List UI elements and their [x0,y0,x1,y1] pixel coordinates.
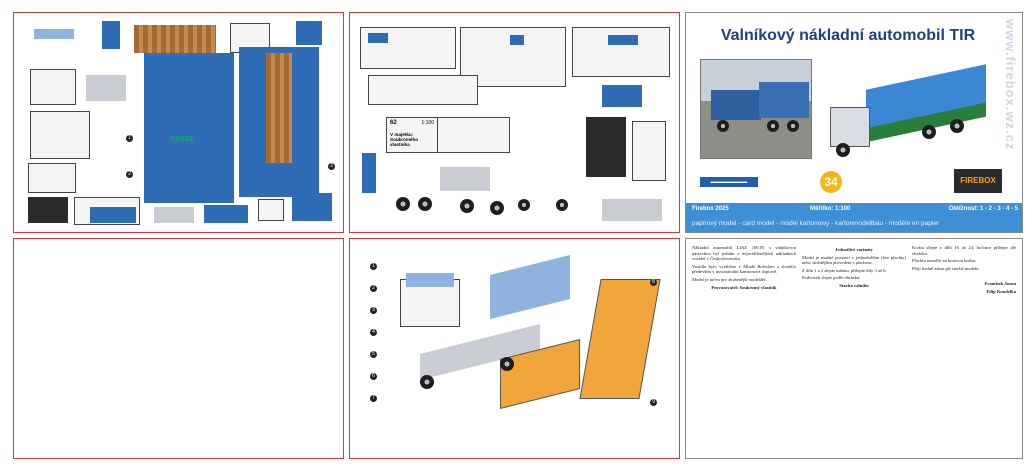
wheel-icon [717,120,729,132]
tarp-cover [144,53,234,203]
card-code: 62 [390,120,397,126]
wheel-icon [396,197,410,211]
diagram-bed [579,279,660,399]
dark-part [586,117,626,177]
cover-url: www.firebox.wz.cz [1003,19,1018,151]
wheel-icon [490,201,504,215]
cover-photo [700,59,812,159]
wheel-icon [922,125,936,139]
part-number: 2 [126,171,133,178]
difficulty-text: Obtížnost: 1 - 2 - 3 - 4 - 5 [948,206,1018,212]
grey-part [154,207,194,223]
wheel-icon [500,357,514,371]
wheel-icon [556,199,568,211]
part-number: 9 [650,399,657,406]
blue-part [602,85,642,107]
part-number: 8 [650,279,657,286]
blue-part [368,33,388,43]
blue-part [90,207,136,223]
publisher-logo: ▬▬▬▬▬▬▬▬ [700,177,758,187]
wheel-icon [518,199,530,211]
wheel-icon [420,375,434,389]
part-number: 6 [370,373,377,380]
dark-part [28,197,68,223]
col2-p2: Z dílu 1 a 2 slepte kabinu, přilepte díly 3 až 6. [802,267,887,273]
instructions-col-3 [912,245,1016,453]
part-number: 3 [370,307,377,314]
wheel-icon [418,197,432,211]
wheel-icon [787,120,799,132]
col1-p1: Nákladní automobil LIAZ 100.05 s valníkovou nástavbou byl jedním z nejrozšířenějších nákladních vozidel v Československu. [692,245,796,262]
diagram-roof [406,273,454,287]
model-number-badge: 34 [820,171,842,193]
part-outline [28,163,76,193]
blue-part [34,29,74,39]
part-number: 3 [328,163,335,170]
truck-body-photo [759,82,809,118]
part-outline [632,121,666,181]
publisher-text: Firebox 2025 [692,206,729,212]
assembly-diagram [349,238,680,459]
blue-part [296,21,322,45]
wheel-icon [767,120,779,132]
col3-p1: Korbu slepte z dílů 16 až 24, bočnice přilepte dle obrázku. [912,245,1016,256]
wheel-icon [836,143,850,157]
model-cab [830,107,870,147]
sheet-2 [349,12,680,233]
blue-part [102,21,120,49]
cover-row-1 [692,206,1018,212]
chassis-outline [368,75,478,105]
grey-part [602,199,662,221]
col3-p3: Přeji hodně zdaru při stavbě modelu. [912,265,980,271]
signature-2: Filip Kondelka [986,288,1016,294]
part-outline [30,69,76,105]
part-number: 4 [370,329,377,336]
card-text: V majetku: Soukromého vlastníka [390,132,419,147]
part-number: 5 [370,351,377,358]
cesta-label: cesta [170,133,194,143]
col1-heading: Provozovatel: Soukromý vlastník [711,284,777,290]
part-outline [258,199,284,221]
part-number: 2 [370,285,377,292]
col1-p3: Model je určen pro zkušenější modeláře. [692,276,767,282]
col2-p1: Model je možné postavit v jednodušším (bez plachty) nebo složitějším provedení s plachtou. [802,254,906,266]
col2-heading-2: Stavba valníku [839,282,869,288]
blue-part [510,35,524,45]
card-box [386,117,438,153]
blue-part [204,205,248,223]
col2-p3: Podvozek slepte podle obrázku. [802,275,861,281]
cover-sheet [685,12,1023,233]
blue-part [362,153,376,193]
cover-model-render [826,71,996,161]
truck-cab-photo [711,90,761,120]
signature-1: František Sosna [984,281,1016,287]
col2-heading-1: Jednotlivé varianty [835,247,873,252]
col1-p2: Vozidlo bylo vyráběno v Mladé Boleslavi a sloužilo především v mezinárodní kamionové dopravě. [692,263,796,275]
sheet-1 [13,12,344,233]
firebox-logo: FIREBOX [954,169,1002,193]
cover-info-bar [686,203,1023,233]
languages-text: papírový model - card model - model kartonowy - kartonmodellbau - modèle en papier [692,220,940,227]
col3-p2: Plachtu nasaďte na hotovou korbu. [912,258,977,264]
wheel-icon [950,119,964,133]
part-number: 1 [370,263,377,270]
scale-text: Měřítko: 1:100 [810,206,851,212]
part-number: 1 [126,135,133,142]
diagram-tarp [490,255,570,319]
part-number: 7 [370,395,377,402]
part-outline [30,111,90,159]
card-scale: 1:100 [421,120,434,126]
wood-panel-top [134,25,216,53]
grey-part [440,167,490,191]
instructions-sheet [685,238,1023,459]
instructions-col-2 [802,245,906,453]
blue-part [292,193,332,221]
grey-part [86,75,126,101]
instructions-col-1 [692,245,796,453]
wheel-icon [460,199,474,213]
sheet-blank [13,238,344,459]
wood-panel-floor [266,53,292,163]
blue-part [608,35,638,45]
cover-title: Valníkový nákladní automobil TIR [720,27,976,44]
